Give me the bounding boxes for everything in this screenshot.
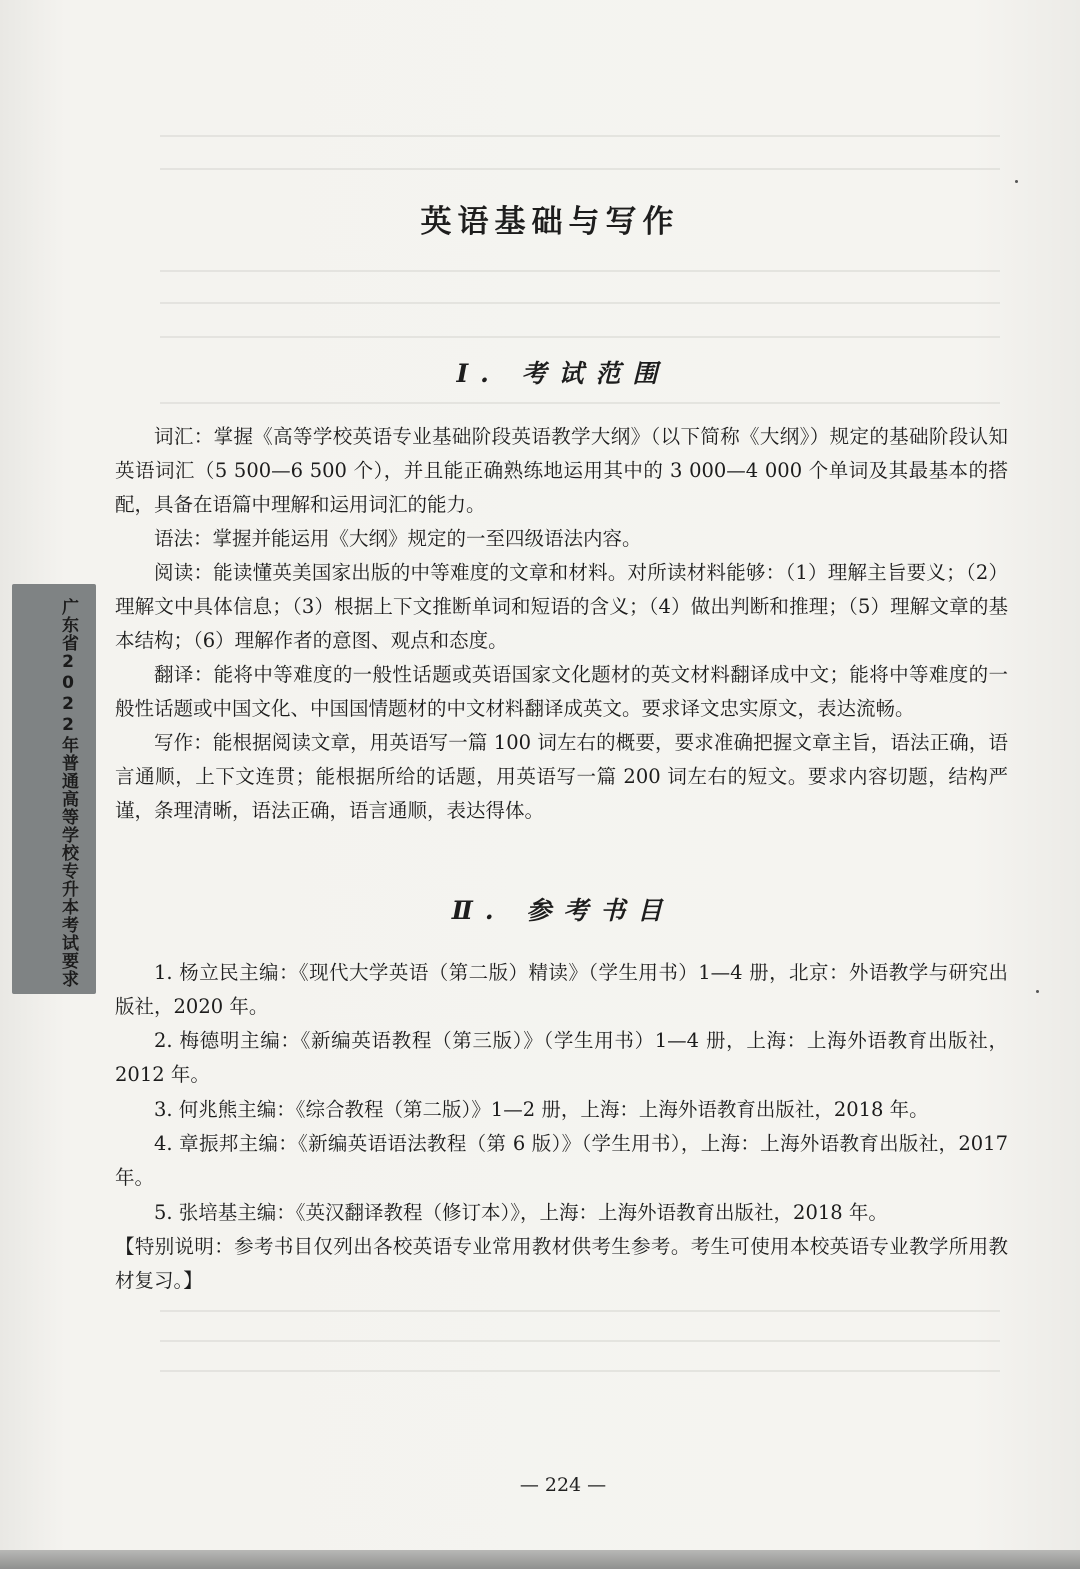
document-title: 英语基础与写作 <box>420 204 680 240</box>
section-body-scope <box>115 420 1008 828</box>
bleed-through-line <box>160 336 1000 338</box>
bleed-through-line <box>160 1310 1000 1312</box>
scan-bottom-edge <box>0 1550 1080 1569</box>
section-heading-references: Ⅱ. 参考书目 <box>451 896 675 925</box>
special-note: 【特别说明：参考书目仅列出各校英语专业常用教材供考生参考。考生可使用本校英语专业教学所用教材复习。】 <box>115 1234 1008 1292</box>
paragraph-vocabulary: 词汇：掌握《高等学校英语专业基础阶段英语教学大纲》（以下简称《大纲》）规定的基础阶段认知英语词汇（5 500—6 500 个），并且能正确熟练地运用其中的 3 000—4 000 个单词及其最基本的搭配，具备在语篇中理解和运用词汇的能力。 <box>115 425 1008 516</box>
side-tab-label: 广东省2022年普通高等学校专升本考试要求 <box>58 598 78 988</box>
reference-item: 2. 梅德明主编：《新编英语教程（第三版）》（学生用书）1—4 册，上海：上海外语教育出版社，2012 年。 <box>115 1029 1008 1087</box>
paragraph-writing: 写作：能根据阅读文章，用英语写一篇 100 词左右的概要，要求准确把握文章主旨，语法正确，语言通顺，上下文连贯；能根据所给的话题，用英语写一篇 200 词左右的短文。要求内容切题，结构严谨，条理清晰，语法正确，语言通顺，表达得体。 <box>115 731 1008 822</box>
scan-speck <box>1015 180 1018 183</box>
bleed-through-line <box>160 270 1000 272</box>
bleed-through-line <box>160 168 1000 170</box>
reference-item: 3. 何兆熊主编：《综合教程（第二版）》1—2 册，上海：上海外语教育出版社，2018 年。 <box>154 1097 929 1121</box>
bleed-through-line <box>160 1370 1000 1372</box>
paragraph-grammar: 语法：掌握并能运用《大纲》规定的一至四级语法内容。 <box>154 527 642 550</box>
reference-item: 1. 杨立民主编：《现代大学英语（第二版）精读》（学生用书）1—4 册，北京：外语教学与研究出版社，2020 年。 <box>115 961 1008 1018</box>
reference-list <box>115 956 1008 1298</box>
paragraph-translation: 翻译：能将中等难度的一般性话题或英语国家文化题材的英文材料翻译成中文；能将中等难度的一般性话题或中国文化、中国国情题材的中文材料翻译成英文。要求译文忠实原文，表达流畅。 <box>115 663 1008 720</box>
page-number: — 224 — <box>519 1474 607 1496</box>
bleed-through-line <box>160 135 1000 137</box>
section-heading-scope: Ⅰ. 考试范围 <box>456 359 670 388</box>
bleed-through-line <box>160 402 1000 404</box>
scan-speck <box>1036 990 1039 993</box>
reference-item: 4. 章振邦主编：《新编英语语法教程（第 6 版）》（学生用书），上海：上海外语教育出版社，2017 年。 <box>115 1132 1008 1190</box>
bleed-through-line <box>160 302 1000 304</box>
bleed-through-line <box>160 1340 1000 1342</box>
reference-item: 5. 张培基主编：《英汉翻译教程（修订本）》，上海：上海外语教育出版社，2018 年。 <box>154 1200 888 1224</box>
paragraph-reading: 阅读：能读懂英美国家出版的中等难度的文章和材料。对所读材料能够：（1）理解主旨要义；（2）理解文中具体信息；（3）根据上下文推断单词和短语的含义；（4）做出判断和推理；（5）理解文章的基本结构；（6）理解作者的意图、观点和态度。 <box>115 561 1008 652</box>
